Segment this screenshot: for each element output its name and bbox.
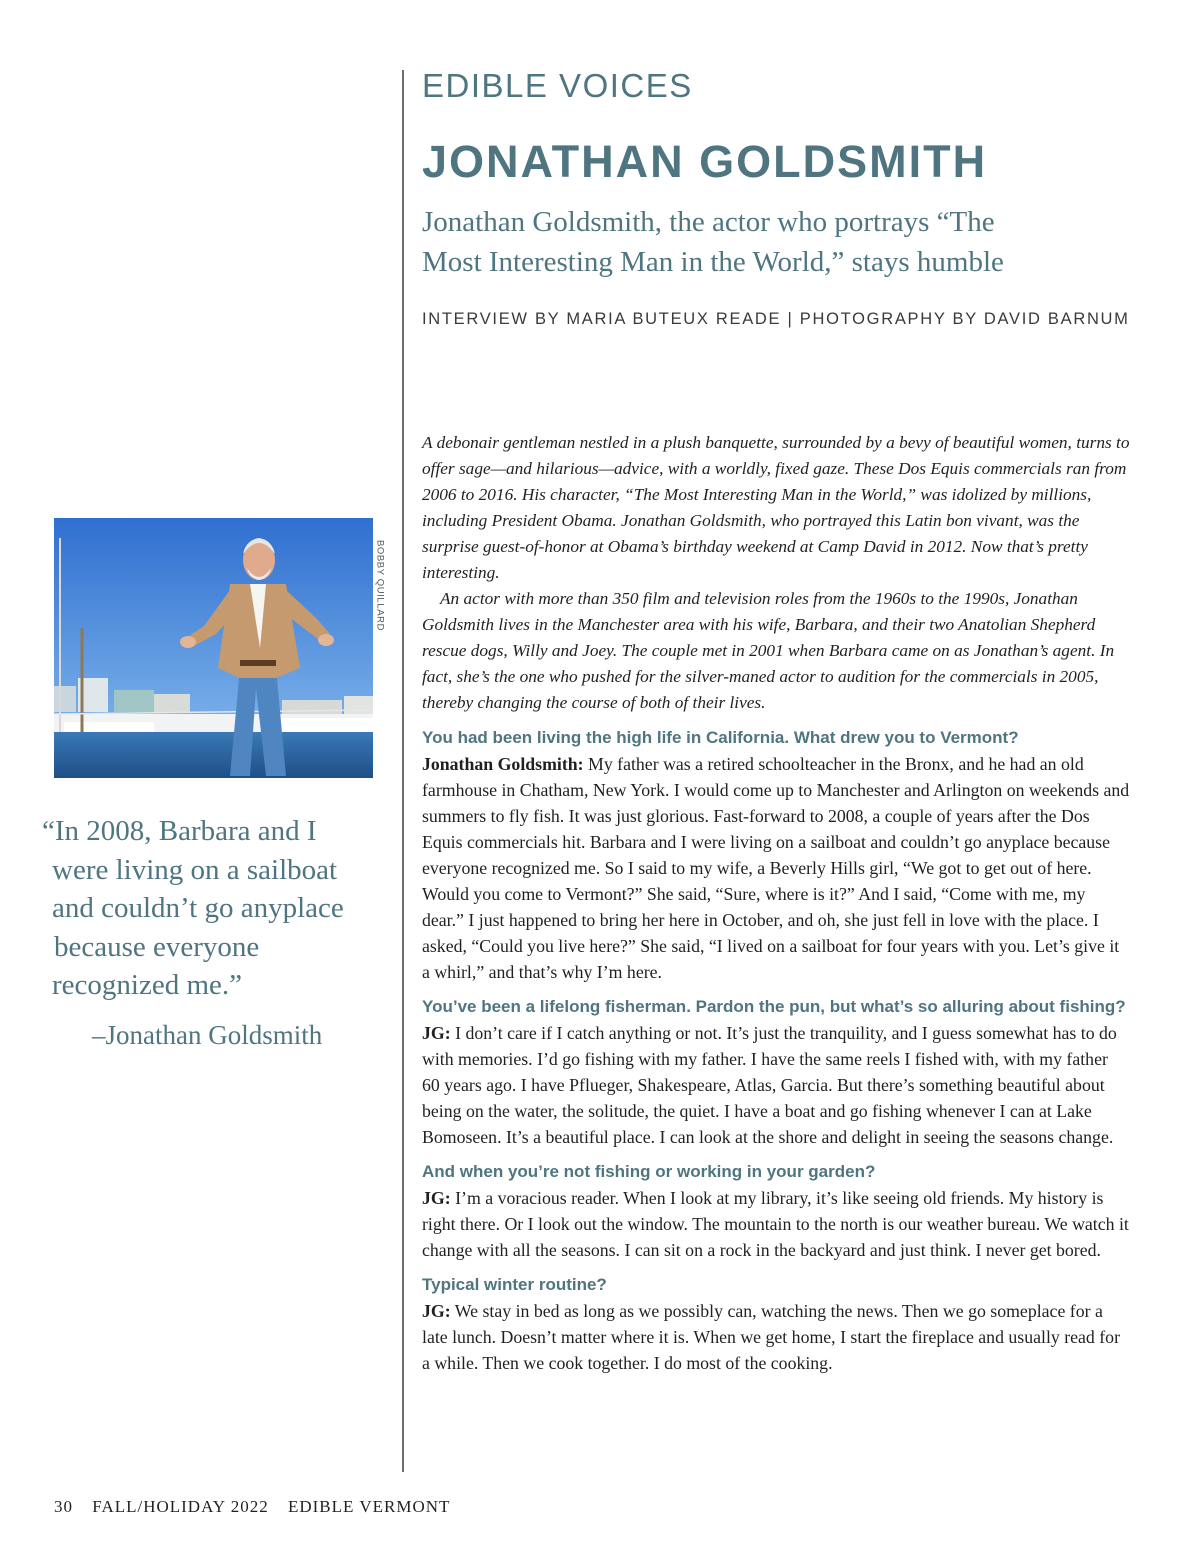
intro-paragraph: An actor with more than 350 film and television roles from the 1960s to the 1990s, Jonathan Goldsmith lives in the Manchester area with his wife, Barbara, and their two Anatolian Shepherd rescue dogs, Willy and Joey. The couple met in 2001 when Barbara came on as Jonathan’s agent. In fact, she’s the one who pushed for the silver-maned actor to audition for the commercials in 2005, thereby changing the course of both of their lives. [422,589,1115,712]
interview-question: Typical winter routine? [422,1275,607,1294]
answer-speaker: Jonathan Goldsmith: [422,754,584,774]
byline: INTERVIEW BY MARIA BUTEUX READE | PHOTOGRAPHY BY DAVID BARNUM [422,310,1130,328]
pull-quote [42,812,382,1005]
page-number: 30 [54,1497,73,1516]
interview-question: You had been living the high life in California. What drew you to Vermont? [422,728,1019,747]
section-label: EDIBLE VOICES [422,67,693,104]
pull-quote-line: because everyone [54,930,260,963]
publication-name: EDIBLE VERMONT [287,1497,451,1516]
subhead-line: Most Interesting Man in the World,” stays humble [422,246,1004,278]
page-footer [54,1497,464,1517]
pull-quote-line: were living on a sailboat [52,853,338,886]
answer-text: I don’t care if I catch anything or not. It’s just the tranquility, and I guess somewhat has to do with memories. I’d go fishing with my father. I have the same reels I fished with, with my father 60 years ago. I have Pflueger, Shakespeare, Atlas, Garcia. But there’s something beautiful about being on the water, the solitude, the quiet. I have a boat and go fishing whenever I can at Lake Bomoseen. It’s a beautiful place. I can look at the shore and delight in seeing the seasons change. [422,1023,1117,1147]
column-divider-rule [402,70,404,1472]
article-headline: JONATHAN GOLDSMITH [422,136,988,187]
interview-answer [422,1020,1130,1150]
answer-speaker: JG: [422,1188,451,1208]
subhead-line: Jonathan Goldsmith, the actor who portrays “The [422,206,995,238]
interview-question: And when you’re not fishing or working in your garden? [422,1162,876,1181]
portrait-photo [54,518,373,778]
answer-text: I’m a voracious reader. When I look at my library, it’s like seeing old friends. My history is right there. Or I look out the window. The mountain to the north is our weather bureau. We watch it change with all the seasons. I can sit on a rock in the backyard and just think. I never get bored. [422,1188,1129,1260]
answer-text: We stay in bed as long as we possibly can, watching the news. Then we go someplace for a late lunch. Doesn’t matter where it is. When we get home, I start the fireplace and usually read for a while. Then we cook together. I do most of the cooking. [422,1301,1120,1373]
answer-text: My father was a retired schoolteacher in the Bronx, and he had an old farmhouse in Chatham, New York. I would come up to Manchester and Arlington on weekends and summers to fly fish. It was just glorious. Fast-forward to 2008, a couple of years after the Dos Equis commercials hit. Barbara and I were living on a sailboat and couldn’t go anyplace because everyone recognized me. So I said to my wife, a Beverly Hills girl, “We got to get out of here. Would you come to Vermont?” She said, “Sure, where is it?” And I said, “Come with me, my dear.” I just happened to bring her here in October, and oh, she just fell in love with the place. I asked, “Could you live here?” She said, “I lived on a sailboat for four years with you. Let’s give it a whirl,” and that’s why I’m here. [422,754,1130,982]
portrait-photo-illustration [54,518,373,778]
interview-answer [422,751,1130,985]
qa-block [422,725,1130,985]
pull-quote-line: recognized me.” [52,969,243,1001]
article-header [422,62,1162,329]
pull-quote-line: and couldn’t go anyplace [52,892,344,924]
pull-quote-line: “In 2008, Barbara and I [42,815,317,847]
article-body [422,430,1130,1376]
qa-block [422,994,1130,1150]
answer-speaker: JG: [422,1023,451,1043]
photo-credit: BOBBY QUILLARD [374,539,386,632]
interview-answer [422,1185,1130,1263]
qa-block [422,1272,1130,1376]
answer-speaker: JG: [422,1301,451,1321]
article-subhead [422,202,1162,282]
interview-answer [422,1298,1130,1376]
qa-block [422,1159,1130,1263]
issue-label: FALL/HOLIDAY 2022 [92,1497,269,1516]
interview-question: You’ve been a lifelong fisherman. Pardon the pun, but what’s so alluring about fishing? [422,997,1126,1016]
pull-quote-attribution: –Jonathan Goldsmith [92,1020,323,1050]
intro-paragraph: A debonair gentleman nestled in a plush banquette, surrounded by a bevy of beautiful women, turns to offer sage—and hilarious—advice, with a worldly, fixed gaze. These Dos Equis commercials ran from 2006 to 2016. His character, “The Most Interesting Man in the World,” was idolized by millions, including President Obama. Jonathan Goldsmith, who portrayed this Latin bon vivant, was the surprise guest-of-honor at Obama’s birthday weekend at Camp David in 2012. Now that’s pretty interesting. [422,433,1130,582]
